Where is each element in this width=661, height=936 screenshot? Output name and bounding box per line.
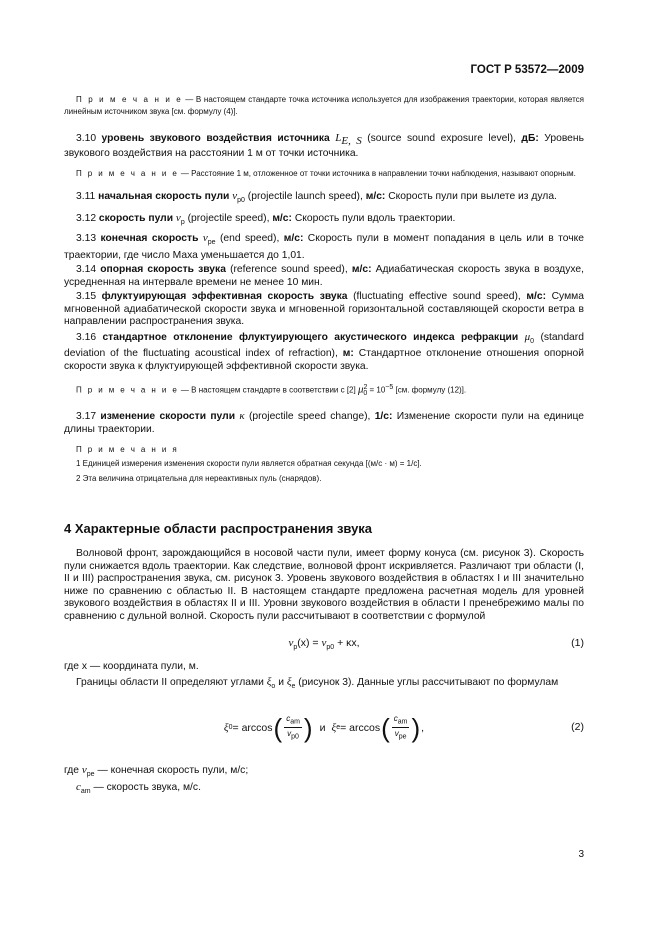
note-text-1: — В настоящем стандарте в соответствии с [2] [178, 385, 358, 395]
page-number: 3 [578, 849, 584, 860]
term-definition: Уровень звукового воздействия на расстоянии 1 м от точки источника. [64, 133, 584, 159]
term-unit: м/с: [272, 212, 292, 224]
formula-2-number: (2) [571, 720, 584, 733]
term-3-17 [64, 410, 584, 436]
term-symbol-sub: p0 [237, 197, 245, 205]
formula-2-expression: ξ 0 = arccos ( $\frac{c_{am}}{v_{p0}}$ ) и ξ e = arccos ( $\frac{c_{am}}{v_{pe}}$ ) , [223, 712, 425, 743]
term-english: (source sound exposure level), [367, 133, 516, 144]
fraction-cam-vpe: $\frac{c_{am}}{v_{pe}}$ [393, 714, 408, 741]
note-eq: = 10 [367, 385, 386, 395]
note-item-1: 1 Единицей измерения изменения скорости пули является обратная секунда [(м/с · м) = 1/с]. [76, 459, 422, 469]
term-definition: Скорость пули в момент попадания в цель или в точке траектории, где число Маха уменьшается до 1,01. [64, 233, 584, 261]
formula-1 [64, 633, 584, 657]
term-number: 3.12 [76, 212, 97, 224]
note-2 [64, 168, 584, 180]
paragraph-boundaries: Границы области II определяют углами $\xi_o$ и $\xi_e$ (рисунок 3). Данные углы рассчитывают по формулам [76, 675, 559, 691]
term-3-14 [64, 264, 584, 289]
term-unit: м/с: [283, 233, 304, 245]
term-3-13 [64, 232, 584, 262]
term-number: 3.13 [76, 233, 97, 245]
note-label: П р и м е ч а н и е [76, 169, 179, 179]
term-number: 3.10 [76, 133, 97, 144]
page-body [64, 92, 584, 799]
term-symbol: v [232, 190, 238, 203]
term-english: (end speed), [219, 233, 280, 245]
term-unit: 1/с: [374, 411, 393, 423]
mu-symbol: μ [357, 383, 364, 396]
term-unit: м/с: [351, 264, 372, 276]
term-unit: дБ: [521, 133, 539, 144]
term-symbol: μ [524, 330, 531, 343]
note-text-2: [см. формулу (12)]. [393, 385, 467, 395]
note-text: — Расстояние 1 м, отложенное от точки источника в направлении точки наблюдения, называют опорным. [178, 169, 576, 179]
term-symbol: κ [239, 410, 245, 423]
term-name: скорость пули [98, 212, 174, 224]
note-label: П р и м е ч а н и е [76, 95, 183, 104]
term-number: 3.16 [76, 331, 97, 343]
section-4-title: 4 Характерные области распространения звука [64, 521, 373, 537]
term-symbol: v [175, 211, 181, 224]
term-english: (projectile speed change), [248, 411, 371, 423]
where-x: где x — координата пули, м. [64, 661, 199, 673]
term-unit: м/с: [526, 291, 547, 303]
term-definition: Адиабатическая скорость звука в воздухе, усредненная на интервале времени не менее 10 мин. [64, 264, 584, 288]
section-4-paragraph: Волновой фронт, зарождающийся в носовой части пули, имеет форму конуса (см. рисунок 3). Скорость пули снижается вдоль траектории. Как следствие, волновой фронт искривляется. Различают три области (I, II и III) распространения звука, см. рисунок 3. Уровень звукового воздействия в областях I и III значительно ниже по сравнению с областью II. В настоящем стандарте предложена расчетная модель для уровней звукового воздействия в областях II и III. Уровни звукового воздействия в области I пренебрежимо малы по сравнению с дульной волной. Скорость пули рассчитывают в соответствии с формулой [64, 548, 584, 622]
standard-header: ГОСТ Р 53572—2009 [470, 64, 584, 76]
term-symbol-sub: p [180, 218, 185, 226]
term-english: (reference sound speed), [230, 264, 348, 276]
term-symbol-sub: 0 [530, 337, 535, 345]
term-number: 3.15 [76, 291, 97, 303]
note-3 [64, 382, 584, 400]
term-english: (standard deviation of the fluctuating acoustical index of refraction), [64, 331, 584, 360]
term-3-16 [64, 331, 584, 374]
term-name: опорная скорость звука [100, 264, 226, 276]
term-definition: Стандартное отклонение отношения опорной скорости звука к флуктуирующей эффективной скорости звука. [64, 348, 584, 372]
note-exp: −5 [385, 384, 394, 392]
mu-power: 2 [363, 384, 368, 392]
term-name: флуктуирующая эффективная скорость звука [101, 291, 348, 303]
term-unit: м/с: [365, 191, 386, 203]
fraction-cam-vp0: $\frac{c_{am}}{v_{p0}}$ [286, 714, 300, 741]
term-number: 3.17 [76, 411, 97, 423]
term-symbol-sub: E, S [341, 135, 362, 148]
term-symbol: v [202, 232, 208, 245]
term-symbol: L [335, 132, 342, 144]
term-3-12 [64, 212, 584, 230]
where-vpe: где $v_{pe}$ — конечная скорость пули, м/с; [64, 763, 249, 778]
term-unit: м: [342, 348, 354, 360]
term-name: начальная скорость пули [98, 191, 230, 203]
term-definition: Скорость пули при вылете из дула. [388, 191, 557, 203]
note-item-2: 2 Эта величина отрицательна для нереактивных пуль (снарядов). [76, 474, 322, 484]
term-name: стандартное отклонение флуктуирующего акустического индекса рефракции [102, 331, 519, 343]
term-definition: Изменение скорости пули на единице длины траектории. [64, 411, 584, 435]
term-3-10 [64, 132, 584, 160]
formula-2 [64, 708, 584, 748]
term-number: 3.14 [76, 264, 97, 276]
term-name: изменение скорости пули [100, 411, 236, 423]
term-name: конечная скорость [100, 233, 199, 245]
mu-index: 0 [363, 390, 368, 398]
term-english: (fluctuating effective sound speed), [353, 291, 521, 303]
term-definition: Скорость пули вдоль траектории. [294, 212, 456, 224]
term-definition: Сумма мгновенной адиабатической скорости звука и мгновенной горизонтальной составляющей скорости ветра в направлении распространения звука. [64, 291, 584, 328]
term-english: (projectile launch speed), [247, 191, 363, 203]
term-3-15 [64, 291, 584, 329]
term-name: уровень звукового воздействия источника [101, 133, 330, 144]
note-text: — В настоящем стандарте точка источника используется для изображения траектории, которая является линейным источником звука [см. формулу (4)]. [64, 95, 584, 116]
note-1 [64, 94, 584, 118]
term-symbol-sub: pe [207, 239, 216, 247]
notes-4-label: П р и м е ч а н и я [76, 445, 179, 455]
term-3-11 [64, 190, 584, 208]
formula-1-expression: $v_p(x) = v_{p0} + \kappa x$, [288, 637, 360, 652]
term-number: 3.11 [76, 191, 96, 203]
formula-1-number: (1) [571, 637, 584, 650]
where-cam: $c_{am}$ — скорость звука, м/с. [76, 781, 201, 796]
term-english: (projectile speed), [187, 212, 270, 224]
note-label: П р и м е ч а н и е [76, 385, 179, 395]
